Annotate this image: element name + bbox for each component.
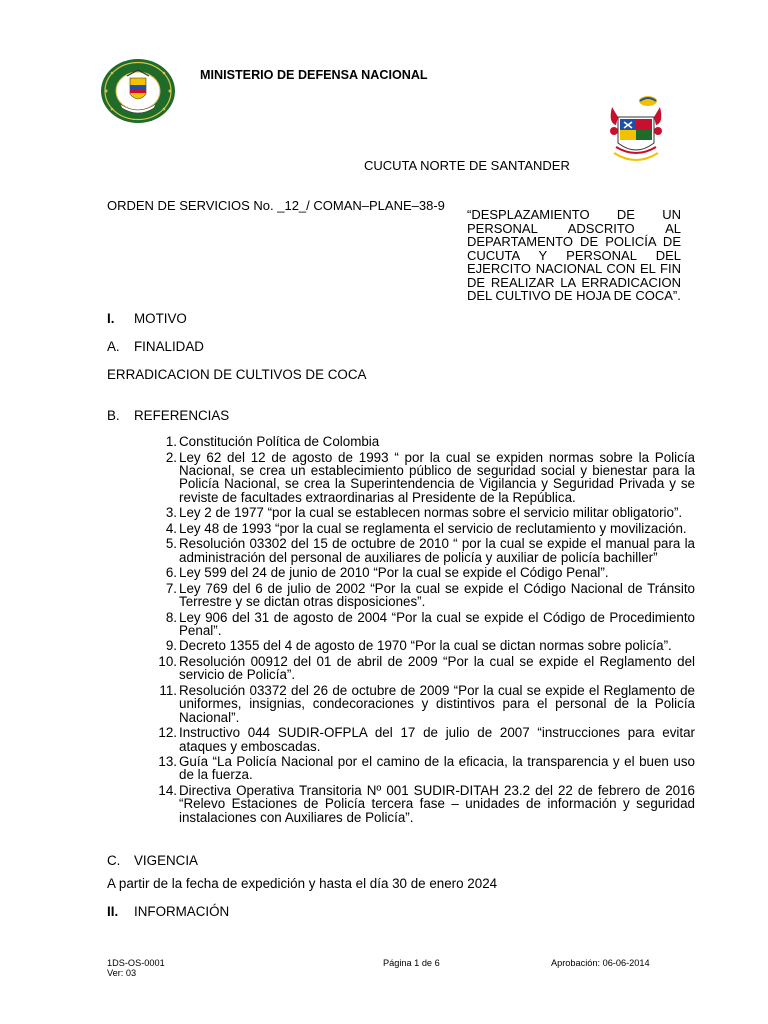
section-mark: II. xyxy=(107,904,119,919)
footer-version: Ver: 03 xyxy=(107,968,137,978)
section-title: INFORMACIÓN xyxy=(134,904,230,919)
reference-text: Ley 62 del 12 de agosto de 1993 “ por la cual se expiden normas sobre la Policía Nacional, se crea un establecimiento público de seguridad social y bienestar para la Policía Nacional, se crea la Superintendencia de Vigilancia y Seguridad Privada y se reviste de facultades extraordinarias al Presidente de la República. xyxy=(179,449,695,505)
section-title: VIGENCIA xyxy=(134,853,198,868)
section-mark: I. xyxy=(107,311,115,326)
section-referencias xyxy=(107,408,229,423)
reference-number: 13. xyxy=(158,754,177,770)
reference-item xyxy=(155,566,695,579)
vigencia-body: A partir de la fecha de expedición y hasta el día 30 de enero 2024 xyxy=(107,876,498,891)
reference-text: Ley 906 del 31 de agosto de 2004 “Por la cual se expide el Código de Procedimiento Penal”. xyxy=(179,609,695,638)
reference-item xyxy=(155,611,695,638)
section-mark: C. xyxy=(107,853,121,868)
reference-text: Directiva Operativa Transitoria Nº 001 SUDIR-DITAH 23.2 del 22 de febrero de 2016 “Relevo Estaciones de Policía tercera fase – unidades de información y seguridad instalaciones con Auxiliares de Policía”. xyxy=(179,782,695,825)
section-vigencia xyxy=(107,853,198,868)
reference-number: 11. xyxy=(159,682,177,698)
reference-number: 14. xyxy=(158,782,177,798)
finalidad-body: ERRADICACION DE CULTIVOS DE COCA xyxy=(107,367,367,382)
section-title: MOTIVO xyxy=(134,311,187,326)
reference-item xyxy=(155,755,695,782)
section-mark: A. xyxy=(107,339,120,354)
reference-text: Decreto 1355 del 4 de agosto de 1970 “Por la cual se dictan normas sobre policía”. xyxy=(179,638,672,654)
reference-text: Ley 599 del 24 de junio de 2010 “Por la cual se expide el Código Penal”. xyxy=(179,565,609,581)
reference-text: Ley 48 de 1993 “por la cual se reglamenta el servicio de reclutamiento y movilización. xyxy=(179,520,687,536)
reference-text: Ley 769 del 6 de julio de 2002 “Por la cual se expide el Código Nacional de Tránsito Terrestre y se dictan otras disposiciones”. xyxy=(179,580,695,610)
reference-number: 12. xyxy=(158,725,177,741)
reference-text: Ley 2 de 1977 “por la cual se establecen normas sobre el servicio militar obligatorio”. xyxy=(179,505,683,521)
reference-number: 6. xyxy=(165,565,177,581)
reference-item xyxy=(155,726,695,753)
reference-text: Resolución 03372 del 26 de octubre de 2009 “Por la cual se expide el Reglamento de uniformes, insignias, condecoraciones y distintivos para el personal de la Policía Nacional”. xyxy=(179,682,695,725)
reference-item xyxy=(155,639,695,652)
reference-number: 3. xyxy=(165,505,177,521)
reference-text: Guía “La Policía Nacional por el camino de la eficacia, la transparencia y el buen uso de la fuerza. xyxy=(179,754,695,783)
reference-item xyxy=(155,582,695,609)
footer-page-number: Página 1 de 6 xyxy=(383,958,440,968)
reference-item xyxy=(155,655,695,682)
reference-number: 8. xyxy=(165,609,177,625)
reference-item xyxy=(155,522,695,535)
reference-item xyxy=(155,451,695,505)
reference-number: 10. xyxy=(158,653,177,669)
order-number: ORDEN DE SERVICIOS No. _12_/ COMAN–PLANE–38-9 xyxy=(107,198,445,213)
footer-approval-date: Aprobación: 06-06-2014 xyxy=(551,958,650,968)
reference-item xyxy=(155,537,695,564)
reference-text: Constitución Política de Colombia xyxy=(179,434,380,449)
ministry-title: MINISTERIO DE DEFENSA NACIONAL xyxy=(200,68,428,82)
section-motivo xyxy=(107,311,187,326)
reference-number: 7. xyxy=(165,580,177,596)
section-title: FINALIDAD xyxy=(134,339,204,354)
reference-number: 4. xyxy=(165,520,177,536)
footer-document-code xyxy=(107,958,165,978)
reference-item xyxy=(155,506,695,519)
section-mark: B. xyxy=(107,408,120,423)
police-seal-logo xyxy=(100,58,176,124)
section-informacion xyxy=(107,904,229,919)
reference-number: 9. xyxy=(165,638,177,654)
reference-item xyxy=(155,435,695,448)
section-finalidad xyxy=(107,339,204,354)
footer-code: 1DS-OS-0001 xyxy=(107,958,165,968)
city-heading: CUCUTA NORTE DE SANTANDER xyxy=(364,158,570,173)
reference-text: Instructivo 044 SUDIR-OFPLA del 17 de julio de 2007 “instrucciones para evitar ataques y emboscadas. xyxy=(179,725,695,754)
coat-of-arms-logo xyxy=(604,95,668,173)
reference-text: Resolución 03302 del 15 de octubre de 2010 “ por la cual se expide el manual para la administración del personal de auxiliares de policía y auxiliar de policía bachiller” xyxy=(179,536,695,565)
reference-item xyxy=(155,784,695,824)
reference-number: 1. xyxy=(165,434,177,449)
order-subject: “DESPLAZAMIENTO DE UN PERSONAL ADSCRITO AL DEPARTAMENTO DE POLICÍA DE CUCUTA Y PERSONAL DEL EJERCITO NACIONAL CON EL FIN DE REALIZAR LA ERRADICACION DEL CULTIVO DE HOJA DE COCA”. xyxy=(467,207,681,303)
reference-number: 5. xyxy=(165,536,177,552)
reference-text: Resolución 00912 del 01 de abril de 2009 “Por la cual se expide el Reglamento del servicio de Policía”. xyxy=(179,653,695,683)
references-list xyxy=(155,435,695,826)
reference-number: 2. xyxy=(165,449,177,465)
reference-item xyxy=(155,684,695,724)
section-title: REFERENCIAS xyxy=(134,408,230,423)
